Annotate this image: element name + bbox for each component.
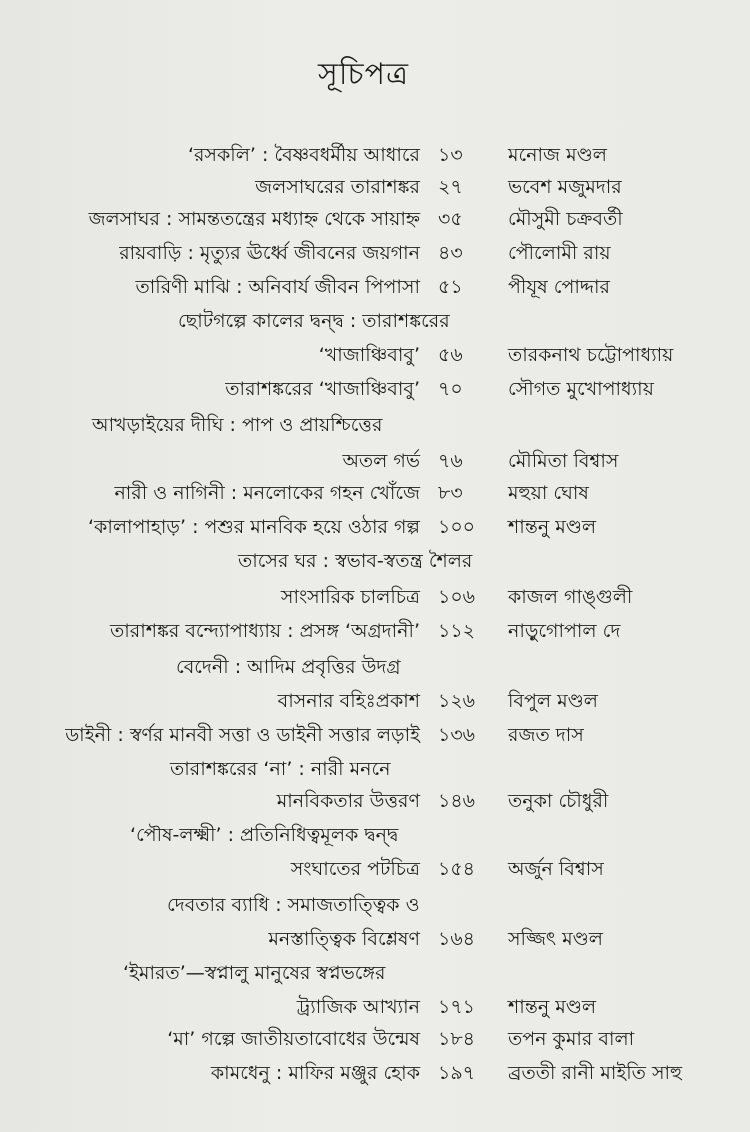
entry-title: তারিণী মাঝি : অনিবার্য জীবন পিপাসা: [135, 276, 420, 298]
entry-author: পৌলোমী রায়: [508, 242, 611, 264]
entry-title: ‘খাজাঞ্চিবাবু’: [318, 344, 420, 366]
entry-title: তারাশঙ্করের ‘না’ : নারী মননে: [170, 758, 391, 780]
entry-title: মানবিকতার উত্তরণ: [276, 790, 420, 812]
entry-author: মৌসুমী চক্রবর্তী: [508, 208, 623, 230]
toc-entry: [0, 1024, 750, 1054]
entry-page-number: ১০৬: [438, 586, 476, 608]
entry-title: জলসাঘরের তারাশঙ্কর: [255, 176, 420, 198]
entry-title: সাংসারিক চালচিত্র: [280, 586, 420, 608]
toc-entry: [0, 410, 750, 440]
entry-author: নাড়ুগোপাল দে: [508, 620, 621, 642]
toc-entry: [0, 754, 750, 784]
entry-author: মনোজ মণ্ডল: [508, 144, 607, 166]
entry-author: পীযূষ পোদ্দার: [508, 276, 610, 298]
entry-title: ‘ইমারত’—স্বপ্নালু মানুষের স্বপ্নভঙ্গের: [123, 962, 386, 984]
toc-entry: [0, 272, 750, 302]
toc-entry: [0, 652, 750, 682]
toc-entry: [0, 204, 750, 234]
entry-page-number: ১৭১: [438, 996, 476, 1018]
entry-title: মনস্তাত্ত্বিক বিশ্লেষণ: [268, 928, 420, 950]
toc-entry: [0, 238, 750, 268]
entry-page-number: ২৭: [438, 176, 463, 198]
entry-page-number: ১৩৬: [438, 724, 476, 746]
entry-author: সৌগত মুখোপাধ্যায়: [508, 378, 654, 400]
entry-author: মৌমিতা বিশ্বাস: [508, 450, 619, 472]
entry-title: নারী ও নাগিনী : মনলোকের গহন খোঁজে: [114, 482, 420, 504]
entry-title: দেবতার ব্যাধি : সমাজতাত্ত্বিক ও: [167, 894, 420, 916]
entry-author: শান্তনু মণ্ডল: [508, 516, 597, 538]
entry-author: কাজল গাঙ্গুলী: [508, 586, 633, 608]
entry-title: কামধেনু : মাফির মঞ্জুর হোক: [210, 1062, 420, 1084]
entry-page-number: ৮৩: [438, 482, 463, 504]
entry-page-number: ৭৬: [438, 450, 463, 472]
toc-entry: [0, 686, 750, 716]
toc-entry: [0, 546, 750, 576]
entry-title: ‘পৌষ-লক্ষ্মী’ : প্রতিনিধিত্বমূলক দ্বন্দ্ব: [130, 824, 399, 846]
toc-entry: [0, 958, 750, 988]
entry-title: ছোটগল্পে কালের দ্বন্দ্ব : তারাশঙ্করের: [178, 310, 450, 332]
entry-author: বিপুল মণ্ডল: [508, 690, 598, 712]
entry-author: শান্তনু মণ্ডল: [508, 996, 597, 1018]
toc-entry: [0, 172, 750, 202]
entry-page-number: ১০০: [438, 516, 476, 538]
entry-title: তাসের ঘর : স্বভাব-স্বতন্ত্র শৈলর: [238, 550, 473, 572]
entry-page-number: ৫১: [438, 276, 463, 298]
toc-entry: [0, 786, 750, 816]
toc-entry: [0, 1058, 750, 1088]
toc-entry: [0, 992, 750, 1022]
toc-entry: [0, 854, 750, 884]
toc-entry: [0, 890, 750, 920]
toc-entry: [0, 446, 750, 476]
entry-title: ডাইনী : স্বর্ণর মানবী সত্তা ও ডাইনী সত্তার লড়াই: [65, 724, 420, 746]
toc-entry: [0, 374, 750, 404]
entry-author: মহুয়া ঘোষ: [508, 482, 589, 504]
toc-entry: [0, 306, 750, 336]
entry-author: ভবেশ মজুমদার: [508, 176, 622, 198]
entry-page-number: ১৩: [438, 144, 463, 166]
entry-author: অর্জুন বিশ্বাস: [508, 858, 604, 880]
entry-author: তনুকা চৌধুরী: [508, 790, 609, 812]
entry-title: ‘মা’ গল্পে জাতীয়তাবোধের উন্মেষ: [167, 1028, 420, 1050]
entry-page-number: ১৬৪: [438, 928, 476, 950]
entry-title: সংঘাতের পটচিত্র: [290, 858, 420, 880]
toc-entry: [0, 924, 750, 954]
entry-title: তারাশঙ্কর বন্দ্যোপাধ্যায় : প্রসঙ্গ ‘অগ্রদানী’: [110, 620, 420, 642]
toc-entry: [0, 720, 750, 750]
entry-title: ‘রসকলি’ : বৈষ্ণবধর্মীয় আধারে: [187, 144, 420, 166]
entry-page-number: ৫৬: [438, 344, 463, 366]
entry-author: তপন কুমার বালা: [508, 1028, 635, 1050]
entry-title: আখড়াইয়ের দীঘি : পাপ ও প্রায়শ্চিত্তের: [92, 414, 383, 436]
entry-title: রায়বাড়ি : মৃত্যুর ঊর্ধ্বে জীবনের জয়গান: [119, 242, 420, 264]
entry-author: সজ্জিৎ মণ্ডল: [508, 928, 603, 950]
toc-entry: [0, 478, 750, 508]
entry-page-number: ৪৩: [438, 242, 463, 264]
entry-page-number: ১৮৪: [438, 1028, 475, 1050]
toc-entry: [0, 820, 750, 850]
entry-title: বাসনার বহিঃপ্রকাশ: [277, 690, 420, 712]
entry-page-number: ১৪৬: [438, 790, 476, 812]
page-title: সূচিপত্র: [318, 57, 409, 92]
entry-title: তারাশঙ্করের ‘খাজাঞ্চিবাবু’: [225, 378, 420, 400]
toc-entry: [0, 582, 750, 612]
entry-author: রজত দাস: [508, 724, 584, 746]
entry-title: অতল গর্ভ: [342, 450, 420, 472]
entry-author: তারকনাথ চট্টোপাধ্যায়: [508, 344, 674, 366]
toc-entry: [0, 512, 750, 542]
entry-title: ট্র্যাজিক আখ্যান: [296, 996, 420, 1018]
toc-entry: [0, 340, 750, 370]
entry-page-number: ৭০: [438, 378, 463, 400]
entry-page-number: ১২৬: [438, 690, 476, 712]
toc-entry: [0, 140, 750, 170]
entry-title: বেদেনী : আদিম প্রবৃত্তির উদগ্র: [176, 656, 401, 678]
entry-page-number: ১৯৭: [438, 1062, 476, 1084]
entry-title: ‘কালাপাহাড়’ : পশুর মানবিক হয়ে ওঠার গল্প: [88, 516, 420, 538]
entry-title: জলসাঘর : সামন্ততন্ত্রের মধ্যাহ্ন থেকে সায়াহ্ন: [88, 208, 420, 230]
entry-page-number: ৩৫: [438, 208, 463, 230]
toc-entry: [0, 616, 750, 646]
entry-page-number: ১১২: [438, 620, 476, 642]
entry-author: ব্রততী রানী মাইতি সাহু: [508, 1062, 683, 1084]
entry-page-number: ১৫৪: [438, 858, 475, 880]
